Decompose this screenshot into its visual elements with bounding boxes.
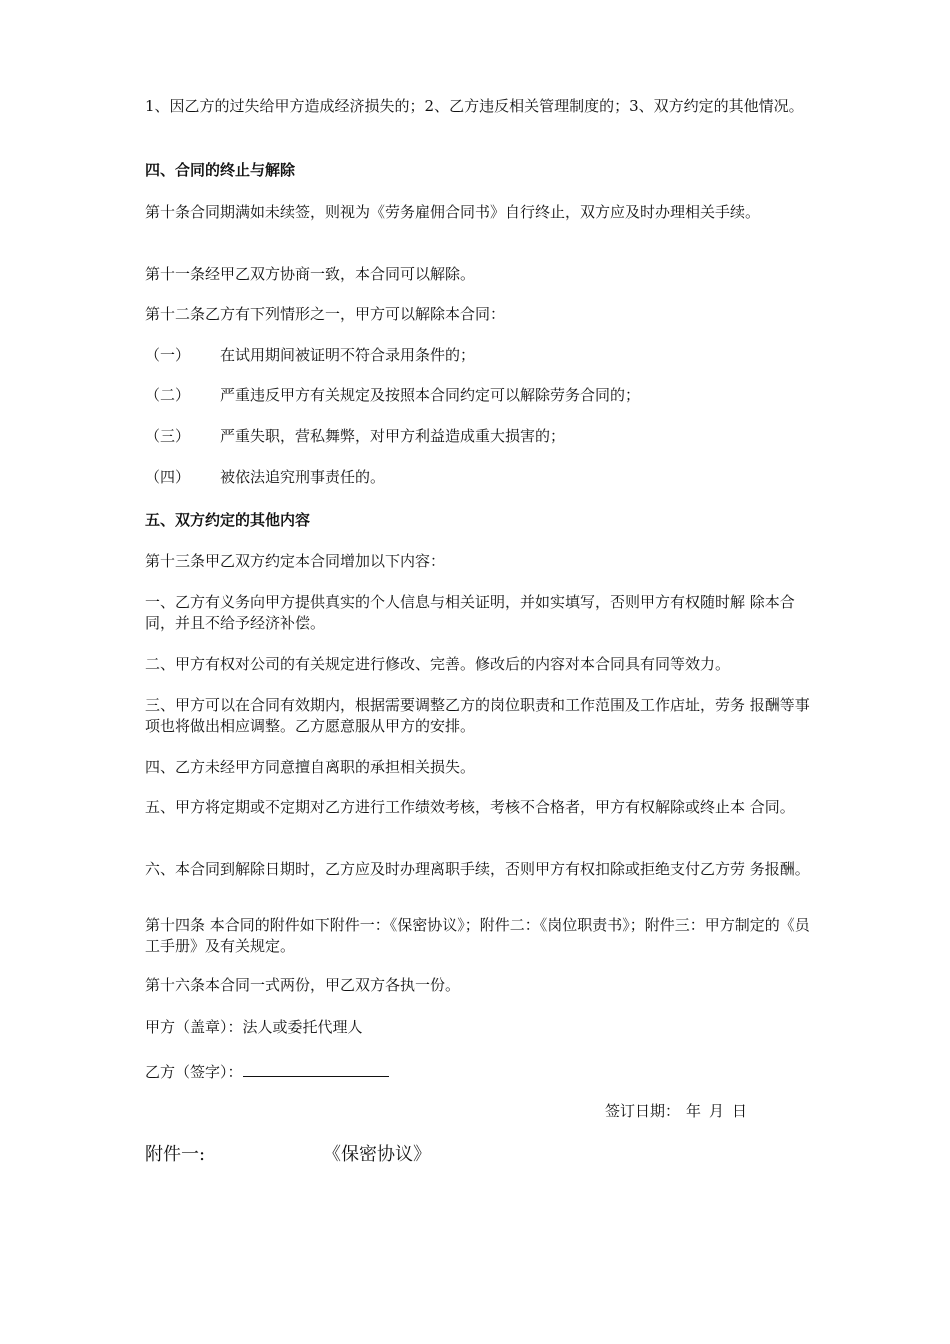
article-10: 第十条合同期满如未续签，则视为《劳务雇佣合同书》自行终止，双方应及时办理相关手续。 <box>145 203 761 221</box>
article-14: 第十四条 本合同的附件如下附件一：《保密协议》；附件二：《岗位职责书》；附件三：甲方制定的《员工手册》及有关规定。 <box>145 916 810 955</box>
signing-date <box>605 1101 755 1122</box>
list-item-number: （二） <box>145 386 191 404</box>
article-13: 第十三条甲乙双方约定本合同增加以下内容： <box>145 552 446 570</box>
list-item-text: 严重失职，营私舞弊，对甲方利益造成重大损害的； <box>220 427 566 445</box>
list-item-number: （一） <box>145 346 191 364</box>
signature-line[interactable] <box>243 1060 389 1077</box>
article-12: 第十二条乙方有下列情形之一，甲方可以解除本合同： <box>145 305 506 323</box>
paragraph-termination-cases: 1、因乙方的过失给甲方造成经济损失的；2、乙方违反相关管理制度的；3、双方约定的其他情况。 <box>145 97 804 115</box>
article-16: 第十六条本合同一式两份，甲乙双方各执一份。 <box>145 976 461 994</box>
date-day: 日 <box>732 1102 748 1120</box>
clause-5: 五、甲方将定期或不定期对乙方进行工作绩效考核，考核不合格者，甲方有权解除或终止本 合同。 <box>145 798 795 816</box>
section-heading-5: 五、双方约定的其他内容 <box>145 511 311 529</box>
list-item-text: 在试用期间被证明不符合录用条件的； <box>220 346 476 364</box>
list-item-number: （四） <box>145 468 191 486</box>
signing-date-label: 签订日期： <box>605 1102 681 1120</box>
section-heading-4: 四、合同的终止与解除 <box>145 161 296 179</box>
date-year: 年 <box>686 1102 702 1120</box>
clause-3: 三、甲方可以在合同有效期内，根据需要调整乙方的岗位职责和工作范围及工作店址，劳务 报酬等事项也将做出相应调整。乙方愿意服从甲方的安排。 <box>145 696 810 735</box>
clause-1: 一、乙方有义务向甲方提供真实的个人信息与相关证明，并如实填写，否则甲方有权随时解 除本合同，并且不给予经济补偿。 <box>145 593 795 632</box>
attachment-title: 《保密协议》 <box>323 1144 431 1165</box>
party-b-label: 乙方（签字）： <box>145 1063 243 1081</box>
attachment-heading <box>145 1143 431 1167</box>
clause-4: 四、乙方未经甲方同意擅自离职的承担相关损失。 <box>145 758 476 776</box>
clause-2: 二、甲方有权对公司的有关规定进行修改、完善。修改后的内容对本合同具有同等效力。 <box>145 655 731 673</box>
clause-6: 六、本合同到解除日期时，乙方应及时办理离职手续，否则甲方有权扣除或拒绝支付乙方劳 务报酬。 <box>145 860 810 878</box>
attachment-label: 附件一: <box>145 1144 206 1165</box>
party-a-signature: 甲方（盖章）：法人或委托代理人 <box>145 1018 363 1036</box>
list-item-text: 被依法追究刑事责任的。 <box>220 468 386 486</box>
article-11: 第十一条经甲乙双方协商一致，本合同可以解除。 <box>145 265 476 283</box>
party-b-signature <box>145 1060 817 1083</box>
date-month: 月 <box>709 1102 725 1120</box>
list-item-number: （三） <box>145 427 191 445</box>
list-item-text: 严重违反甲方有关规定及按照本合同约定可以解除劳务合同的； <box>220 386 641 404</box>
